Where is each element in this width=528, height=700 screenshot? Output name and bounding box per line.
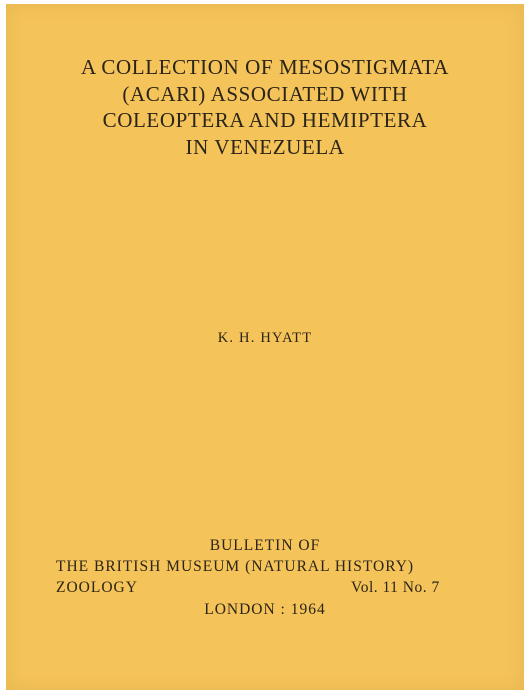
cover-title: [6, 54, 524, 160]
series-line-museum: THE BRITISH MUSEUM (NATURAL HISTORY): [56, 558, 415, 575]
series-volume: Vol. 11 No. 7: [351, 579, 440, 596]
title-line-1: A COLLECTION OF MESOSTIGMATA: [80, 55, 450, 79]
book-cover: [6, 4, 524, 690]
title-line-2: (ACARI) ASSOCIATED WITH: [122, 81, 408, 106]
author-name: K. H. HYATT: [217, 330, 313, 346]
series-section: ZOOLOGY: [56, 579, 138, 596]
series-line-bulletin: BULLETIN OF: [209, 537, 321, 554]
title-line-4: IN VENEZUELA: [185, 134, 345, 159]
series-imprint: LONDON : 1964: [204, 601, 326, 618]
title-line-3: COLEOPTERA AND HEMIPTERA: [102, 108, 428, 132]
